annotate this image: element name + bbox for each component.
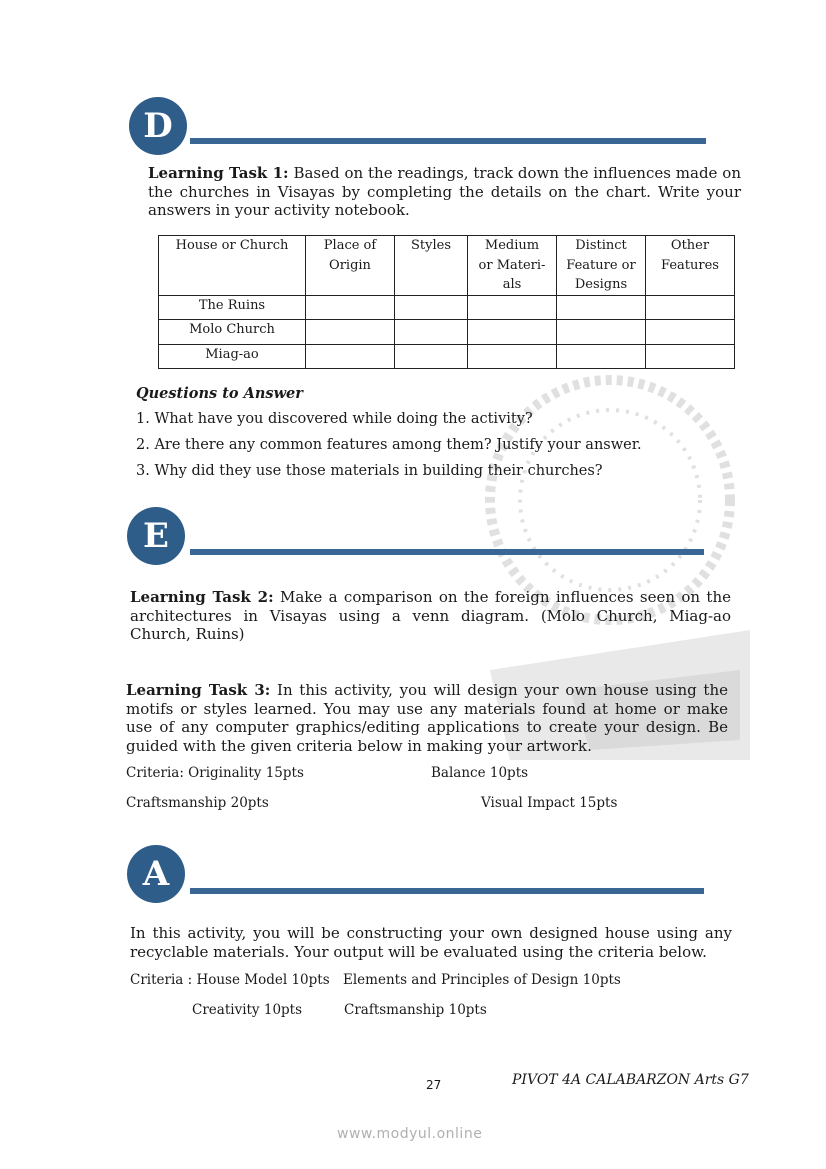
criteria-craftsmanship: Craftsmanship 20pts bbox=[126, 795, 269, 811]
header-distinct-feature: Distinct Feature or Designs bbox=[557, 236, 646, 296]
header-medium-or-materials: Medium or Materi- als bbox=[468, 236, 557, 296]
section-d-badge: D bbox=[129, 97, 187, 155]
footer-title: PIVOT 4A CALABARZON Arts G7 bbox=[512, 1072, 749, 1088]
header-house-or-church: House or Church bbox=[159, 236, 306, 296]
criteria-creativity: Creativity 10pts bbox=[192, 1002, 303, 1018]
criteria-craftsmanship-a: Craftsmanship 10pts bbox=[344, 1002, 487, 1018]
task-1-text: Based on the readings, track down the influences made on the churches in Visayas by completing the details on the chart. Write your answers in your activity notebook. bbox=[148, 164, 741, 219]
section-d-rule bbox=[190, 138, 706, 144]
influences-chart bbox=[158, 235, 735, 369]
task-3-label: Learning Task 3: bbox=[126, 681, 271, 699]
table-row bbox=[159, 319, 735, 344]
header-place-of-origin: Place of Origin bbox=[306, 236, 395, 296]
section-e-badge: E bbox=[127, 507, 185, 565]
question-3: 3. Why did they use those materials in building their churches? bbox=[136, 463, 603, 479]
row-label-miag-ao: Miag-ao bbox=[159, 344, 306, 368]
header-other-features: Other Features bbox=[646, 236, 735, 296]
row-label-molo-church: Molo Church bbox=[159, 319, 306, 344]
section-e-rule bbox=[190, 549, 704, 555]
page-number: 27 bbox=[426, 1078, 442, 1092]
table-row bbox=[159, 295, 735, 319]
learning-task-3 bbox=[126, 681, 728, 755]
task-3-text: In this activity, you will design your own house using the motifs or styles learned. You may use any materials found at home or make use of any computer graphics/editing applications to create your design. Be guided with the given criteria below in making your artwork. bbox=[126, 681, 728, 755]
question-2: 2. Are there any common features among them? Justify your answer. bbox=[136, 437, 642, 453]
chart-header-row bbox=[159, 236, 735, 296]
questions-heading: Questions to Answer bbox=[136, 385, 303, 402]
header-styles: Styles bbox=[395, 236, 468, 296]
site-watermark: www.modyul.online bbox=[337, 1126, 483, 1142]
row-label-the-ruins: The Ruins bbox=[159, 295, 306, 319]
criteria-elements-principles: Elements and Principles of Design 10pts bbox=[343, 972, 621, 988]
criteria-visual-impact: Visual Impact 15pts bbox=[481, 795, 618, 811]
task-2-text: Make a comparison on the foreign influences seen on the architectures in Visayas using a venn diagram. (Molo Church, Miag-ao Church, Ruins) bbox=[130, 588, 731, 643]
criteria-originality: Criteria: Originality 15pts bbox=[126, 765, 304, 781]
activity-a-instructions: In this activity, you will be constructing your own designed house using any recyclable materials. Your output will be evaluated using the criteria below. bbox=[130, 924, 732, 961]
criteria-balance: Balance 10pts bbox=[431, 765, 529, 781]
section-a-badge: A bbox=[127, 845, 185, 903]
task-2-label: Learning Task 2: bbox=[130, 588, 274, 606]
task-1-label: Learning Task 1: bbox=[148, 164, 289, 182]
learning-task-2 bbox=[130, 588, 731, 644]
learning-task-1 bbox=[148, 164, 741, 220]
criteria-house-model: Criteria : House Model 10pts bbox=[130, 972, 330, 988]
question-1: 1. What have you discovered while doing the activity? bbox=[136, 411, 533, 427]
table-row bbox=[159, 344, 735, 368]
section-a-rule bbox=[190, 888, 704, 894]
